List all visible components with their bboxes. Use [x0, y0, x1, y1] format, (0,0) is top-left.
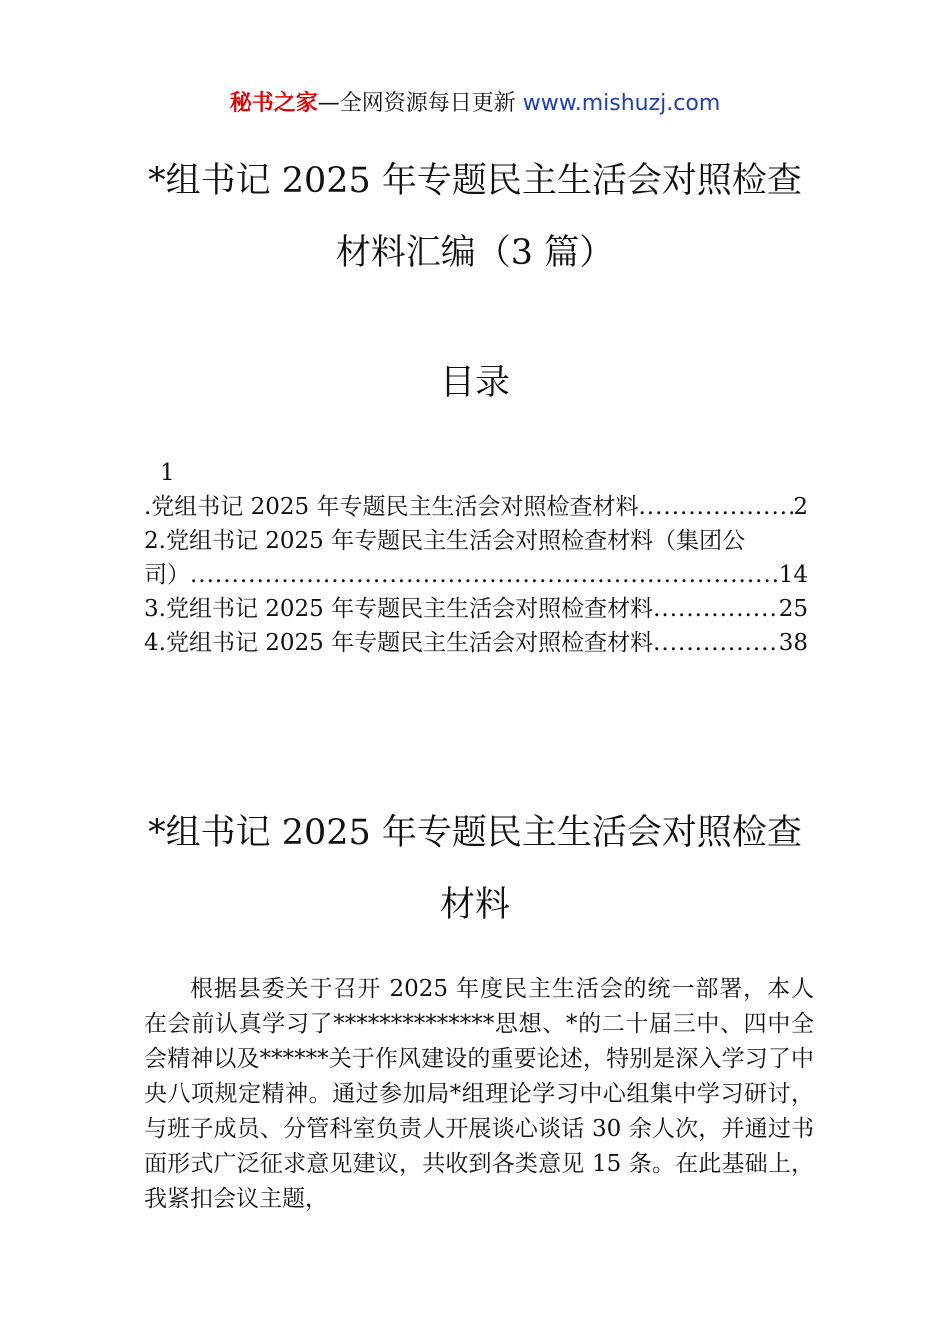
toc-item-1[interactable]: [144, 490, 808, 524]
section-title-line1: *组书记 2025 年专题民主生活会对照检查: [148, 813, 802, 853]
toc-item-2-line1[interactable]: 2.党组书记 2025 年专题民主生活会对照检查材料（集团公: [144, 528, 746, 554]
body-paragraph: 根据县委关于召开 2025 年度民主生活会的统一部署，本人在会前认真学习了**************思想、*的二十届三中、四中全会精神以及******关于作风建设的重要论述，特别是深入学习了中央八项规定精神。通过参加局*组理论学习中心组集中学习研讨，与班子成员、分管科室负责人开展谈心谈话 30 余人次，并通过书面形式广泛征求意见建议，共收到各类意见 15 条。在此基础上，我紧扣会议主题，: [144, 976, 814, 1212]
toc-item-1-text: .党组书记 2025 年专题民主生活会对照检查材料: [144, 494, 639, 520]
document-title-line2: 材料汇编（3 篇）: [335, 233, 615, 273]
toc-item-2-text: 司）: [144, 562, 190, 588]
toc-leader-dots: [653, 626, 779, 660]
banner-brand: 秘书之家: [229, 91, 318, 116]
toc-leader-dots: [653, 592, 779, 626]
toc-heading: 目录: [439, 363, 510, 403]
toc-leader-dots: [638, 490, 793, 524]
toc-item-1-page: 2: [793, 494, 808, 520]
banner-slogan: —全网资源每日更新: [317, 91, 523, 116]
section-title: [0, 797, 950, 941]
toc-leader-dots: [190, 558, 779, 592]
toc-item-2-page: 14: [778, 562, 808, 588]
table-of-contents: [144, 456, 808, 660]
section-title-line2: 材料: [439, 885, 510, 925]
toc-item-4[interactable]: [144, 626, 808, 660]
document-title: [0, 145, 950, 289]
site-banner: [0, 88, 950, 120]
banner-url-link[interactable]: www.mishuzj.com: [522, 91, 721, 116]
toc-item-4-text: 4.党组书记 2025 年专题民主生活会对照检查材料: [144, 630, 654, 656]
toc-item-3-page: 25: [778, 596, 808, 622]
toc-item1-number: 1: [160, 460, 175, 486]
toc-item-3-text: 3.党组书记 2025 年专题民主生活会对照检查材料: [144, 596, 654, 622]
toc-item-4-page: 38: [778, 630, 808, 656]
toc-item-3[interactable]: [144, 592, 808, 626]
document-title-line1: *组书记 2025 年专题民主生活会对照检查: [148, 161, 802, 201]
toc-item-2[interactable]: [144, 558, 808, 592]
